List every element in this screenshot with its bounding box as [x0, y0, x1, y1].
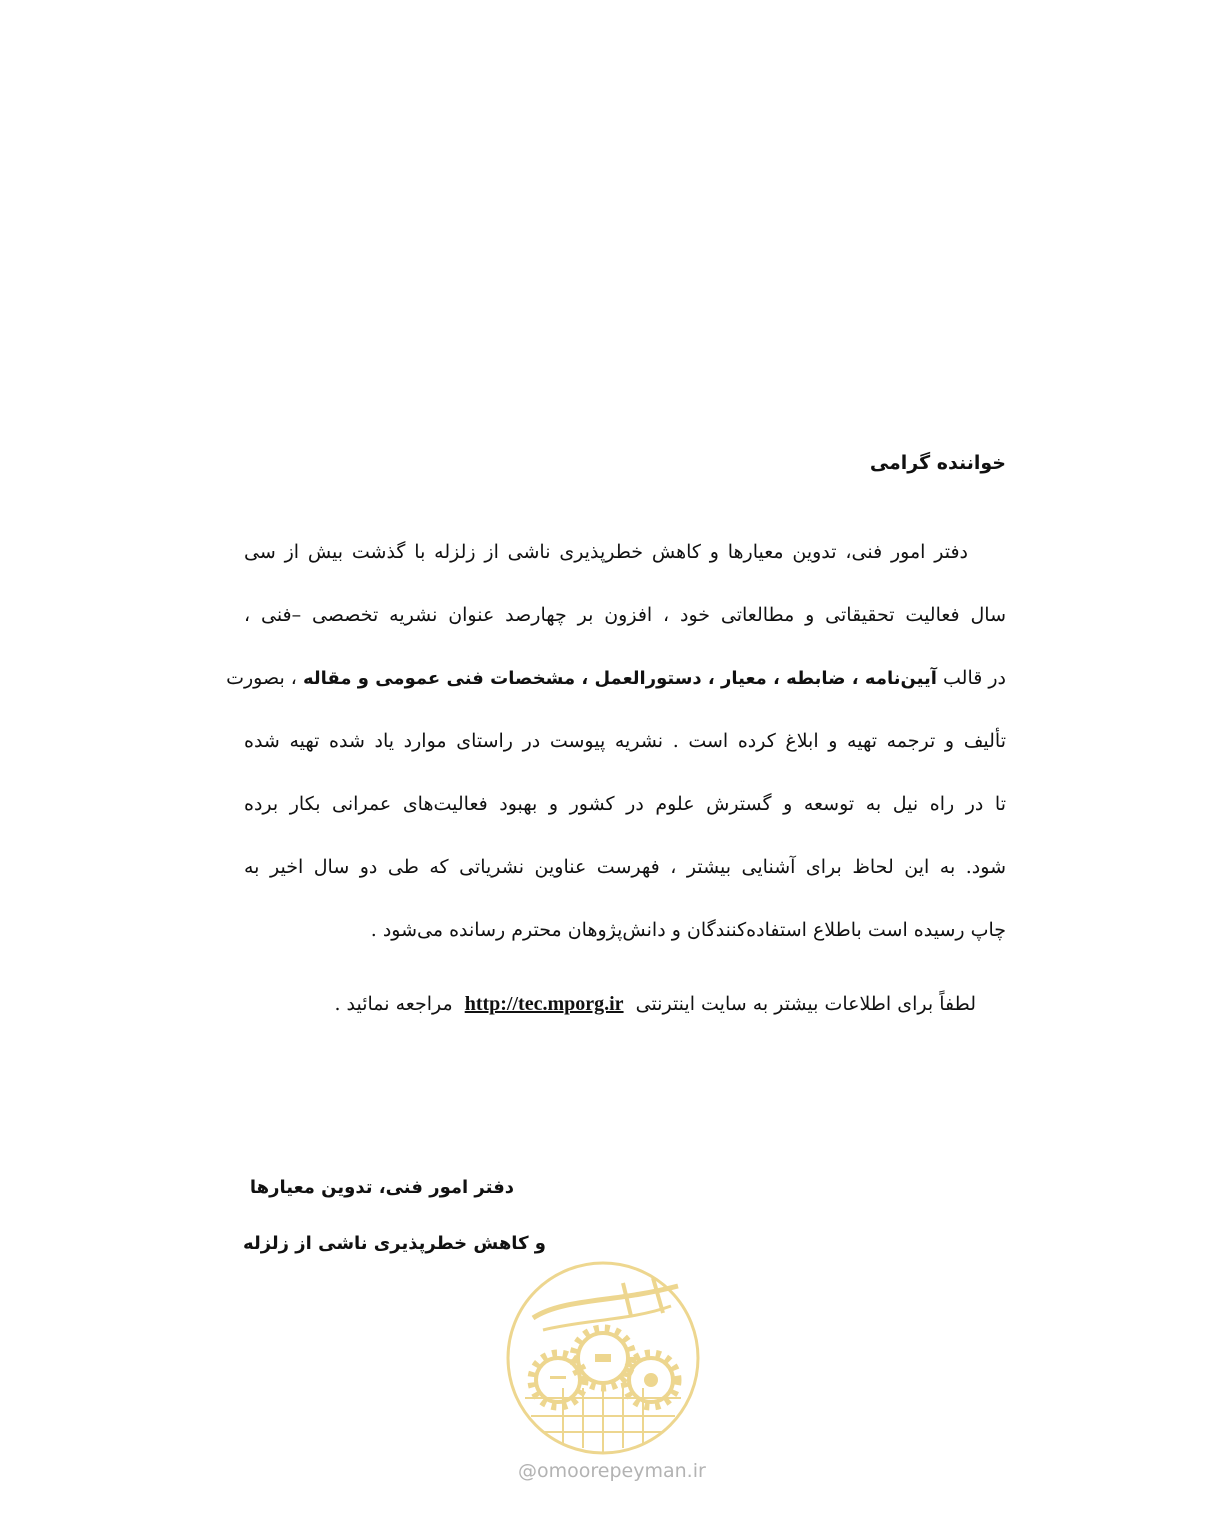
body-line-2: سال فعالیت تحقیقاتی و مطالعاتی خود ، افزون بر چهارصد عنوان نشریه تخصصی –فنی ،: [244, 604, 1006, 626]
website-note-after: مراجعه نمائید .: [334, 993, 453, 1015]
letter-heading: خواننده گرامی: [869, 452, 1006, 474]
watermark-caption: @omoorepeyman.ir: [518, 1460, 706, 1482]
website-note-before: لطفاً برای اطلاعات بیشتر به سایت اینترنتی: [635, 993, 976, 1015]
body-line-5: تا در راه نیل به توسعه و گسترش علوم در کشور و بهبود فعالیت‌های عمرانی بکار برده: [244, 793, 1006, 815]
publication-types-bold: آیین‌نامه ، ضابطه ، معیار ، دستورالعمل ، مشخصات فنی عمومی و مقاله: [302, 668, 937, 689]
body-line-1: دفتر امور فنی، تدوین معیارها و کاهش خطرپذیری ناشی از زلزله با گذشت بیش از سی: [244, 541, 968, 563]
body-line-7: چاپ رسیده است باطلاع استفاده‌کنندگان و دانش‌پژوهان محترم رسانده می‌شود .: [370, 919, 1006, 941]
body-line-3: [226, 658, 1006, 721]
signature-line-1: دفتر امور فنی، تدوین معیارها: [249, 1177, 514, 1198]
website-note: [334, 984, 976, 1024]
website-link[interactable]: http://tec.mporg.ir: [464, 993, 624, 1015]
signature-block: [236, 1168, 546, 1280]
signature-line-2: و کاهش خطرپذیری ناشی از زلزله: [243, 1233, 546, 1254]
body-line-3-suffix: ، بصورت: [226, 667, 297, 689]
letter-body: [226, 532, 1006, 973]
body-line-6: شود. به این لحاظ برای آشنایی بیشتر ، فهرست عناوین نشریاتی که طی دو سال اخیر به: [244, 856, 1006, 878]
watermark-logo: [503, 1258, 703, 1458]
body-line-4: تألیف و ترجمه تهیه و ابلاغ کرده است . نشریه پیوست در راستای موارد یاد شده تهیه شده: [244, 730, 1006, 752]
body-line-3-prefix: در قالب: [943, 667, 1006, 689]
